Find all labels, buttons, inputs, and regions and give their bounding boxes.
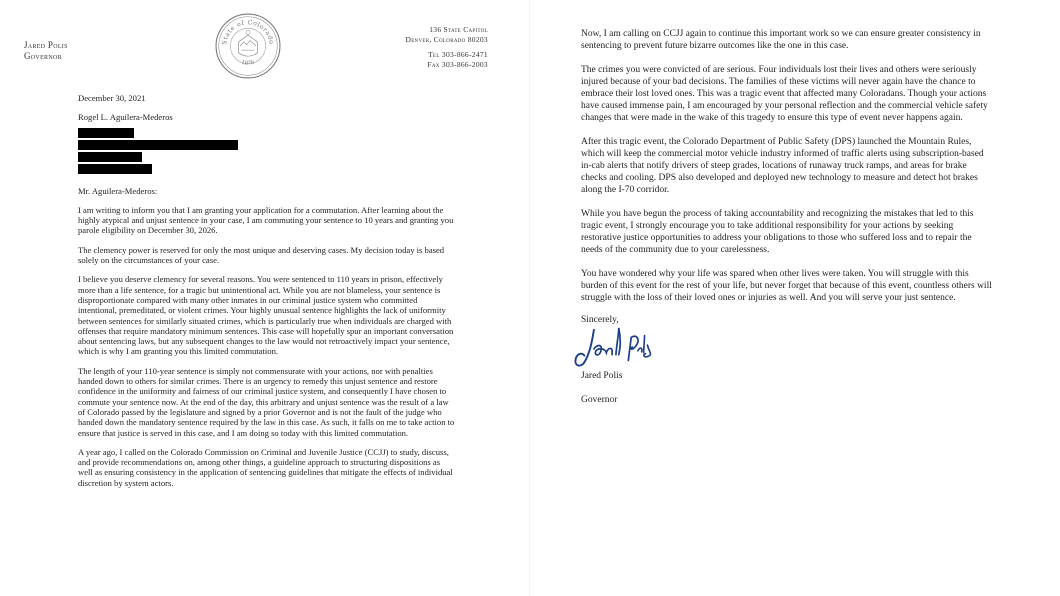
handwritten-signature: [571, 324, 657, 370]
letter-body-right: [581, 28, 992, 418]
recipient-name: Rogel L. Aguilera-Mederos: [78, 112, 173, 123]
letterhead-address: [378, 25, 488, 69]
seal-text-top: State of Colorado: [221, 19, 275, 46]
letterhead-governor: [24, 40, 68, 62]
redaction-bar: [78, 164, 152, 174]
letter-page-1: [0, 0, 528, 596]
paragraph-clemency-power: The clemency power is reserved for only the most unique and deserving cases. My decision today is based solely on the circumstances of your case.: [78, 244, 445, 266]
page-divider: [529, 0, 530, 596]
address-line-2: Denver, Colorado 80203: [405, 34, 488, 44]
letterhead-name: Jared Polis: [24, 40, 68, 50]
signature-title: Governor: [581, 395, 618, 405]
paragraph-ccjj: A year ago, I called on the Colorado Commission on Criminal and Juvenile Justice (CCJJ) to study, discuss, and provide recommendations on, among other things, a guideline approach to structuring dispositions as well as ensuring consistency in the application of sentencing guidelines that mitigate the effects of individual discretion by system actors.: [78, 446, 453, 488]
seal-year: 1876: [240, 59, 256, 67]
paragraph-mountain-rules: After this tragic event, the Colorado Department of Public Safety (DPS) launched the Mountain Rules, which will keep the commercial motor vehicle industry informed of traffic alerts using subscription-based in-cab alerts that notify drivers of steep grades, locations of runaway truck ramps, and areas for brake checks and cooling. DPS also developed and deployed new technology to measure and detect hot brakes along the I-70 corridor.: [581, 137, 984, 195]
fax-number: Fax 303-866-2003: [427, 59, 488, 69]
closing: Sincerely,: [581, 315, 619, 325]
letterhead-title: Governor: [24, 51, 62, 61]
address-line-1: 136 State Capitol: [429, 25, 488, 34]
paragraph-crimes-serious: The crimes you were convicted of are serious. Four individuals lost their lives and others were seriously injured because of your bad decisions. The families of these victims will never again have the chance to embrace their lost loved ones. This was a tragic event that affected many Coloradans. Though your actions have caused immense pain, I am encouraged by your personal reflection and the commercial vehicle safety changes that were made in the wake of this tragedy to ensure this type of event never happens again.: [581, 65, 988, 123]
redaction-bar: [78, 152, 142, 162]
paragraph-ccjj-continue: Now, I am calling on CCJJ again to continue this important work so we can ensure greater consistency in sentencing to prevent future bizarre outcomes like the one in this case.: [581, 29, 981, 51]
paragraph-life-spared: You have wondered why your life was spared when other lives were taken. You will struggle with this burden of this event for the rest of your life, but never forget that because of this event, countless others will struggle with the loss of their loved ones or injuries as well. And you will serve your just sentence.: [581, 269, 992, 303]
paragraph-accountability: While you have begun the process of taking accountability and recognizing the mistakes that led to this tragic event, I strongly encourage you to take additional responsibility for your actions by seeking restorative justice opportunities to address your obligations to those who suffered loss and to repair the needs of the community due to your carelessness.: [581, 209, 974, 255]
colorado-state-seal-icon: [214, 12, 282, 80]
redaction-bar: [78, 128, 134, 138]
letter-body-left: [78, 93, 456, 497]
letter-date: December 30, 2021: [78, 93, 146, 103]
paragraph-reasons: I believe you deserve clemency for several reasons. You were sentenced to 110 years in prison, effectively more than a life sentence, for a tragic but unintentional act. While you are not blameless, your sentence is disproportionate compared with many other inmates in our criminal justice system who committed intentional, premeditated, or violent crimes. Your highly unusual sentence highlights the lack of uniformity between sentences for similarly situated crimes, which is particularly true when individuals are charged with offenses that require mandatory minimum sentences. This case will hopefully spur an important conversation about sentencing laws, but any subsequent changes to the law would not retroactively impact your sentence, which is why I am granting you this limited commutation.: [78, 274, 454, 357]
telephone-number: Tel 303-866-2471: [428, 50, 488, 59]
signature-name: Jared Polis: [581, 371, 623, 381]
redaction-bar: [78, 140, 238, 150]
svg-text:1876: [241, 60, 256, 67]
redacted-address-block: [78, 128, 456, 174]
paragraph-sentence-length: The length of your 110-year sentence is simply not commensurate with your actions, nor with penalties handed down to others for similar crimes. There is an urgency to remedy this unjust sentence and restore confidence in the uniformity and fairness of our criminal justice system, and consequently I have chosen to commute your sentence now. At the end of the day, this arbitrary and unjust sentence was the result of a law of Colorado passed by the legislature and signed by a prior Governor and is not the fault of the judge who handed down the mandatory sentence required by the law in this case. As such, it falls on me to take action to ensure that justice is served in this case, and I am doing so today with this limited commutation.: [78, 365, 455, 438]
svg-text:State of Colorado: [221, 19, 275, 45]
salutation: Mr. Aguilera-Mederos:: [78, 185, 158, 196]
paragraph-commutation: I am writing to inform you that I am granting your application for a commutation. After learning about the highly atypical and unjust sentence in your case, I am commuting your sentence to 10 years and granting you parole eligibility on December 30, 2026.: [78, 204, 454, 236]
